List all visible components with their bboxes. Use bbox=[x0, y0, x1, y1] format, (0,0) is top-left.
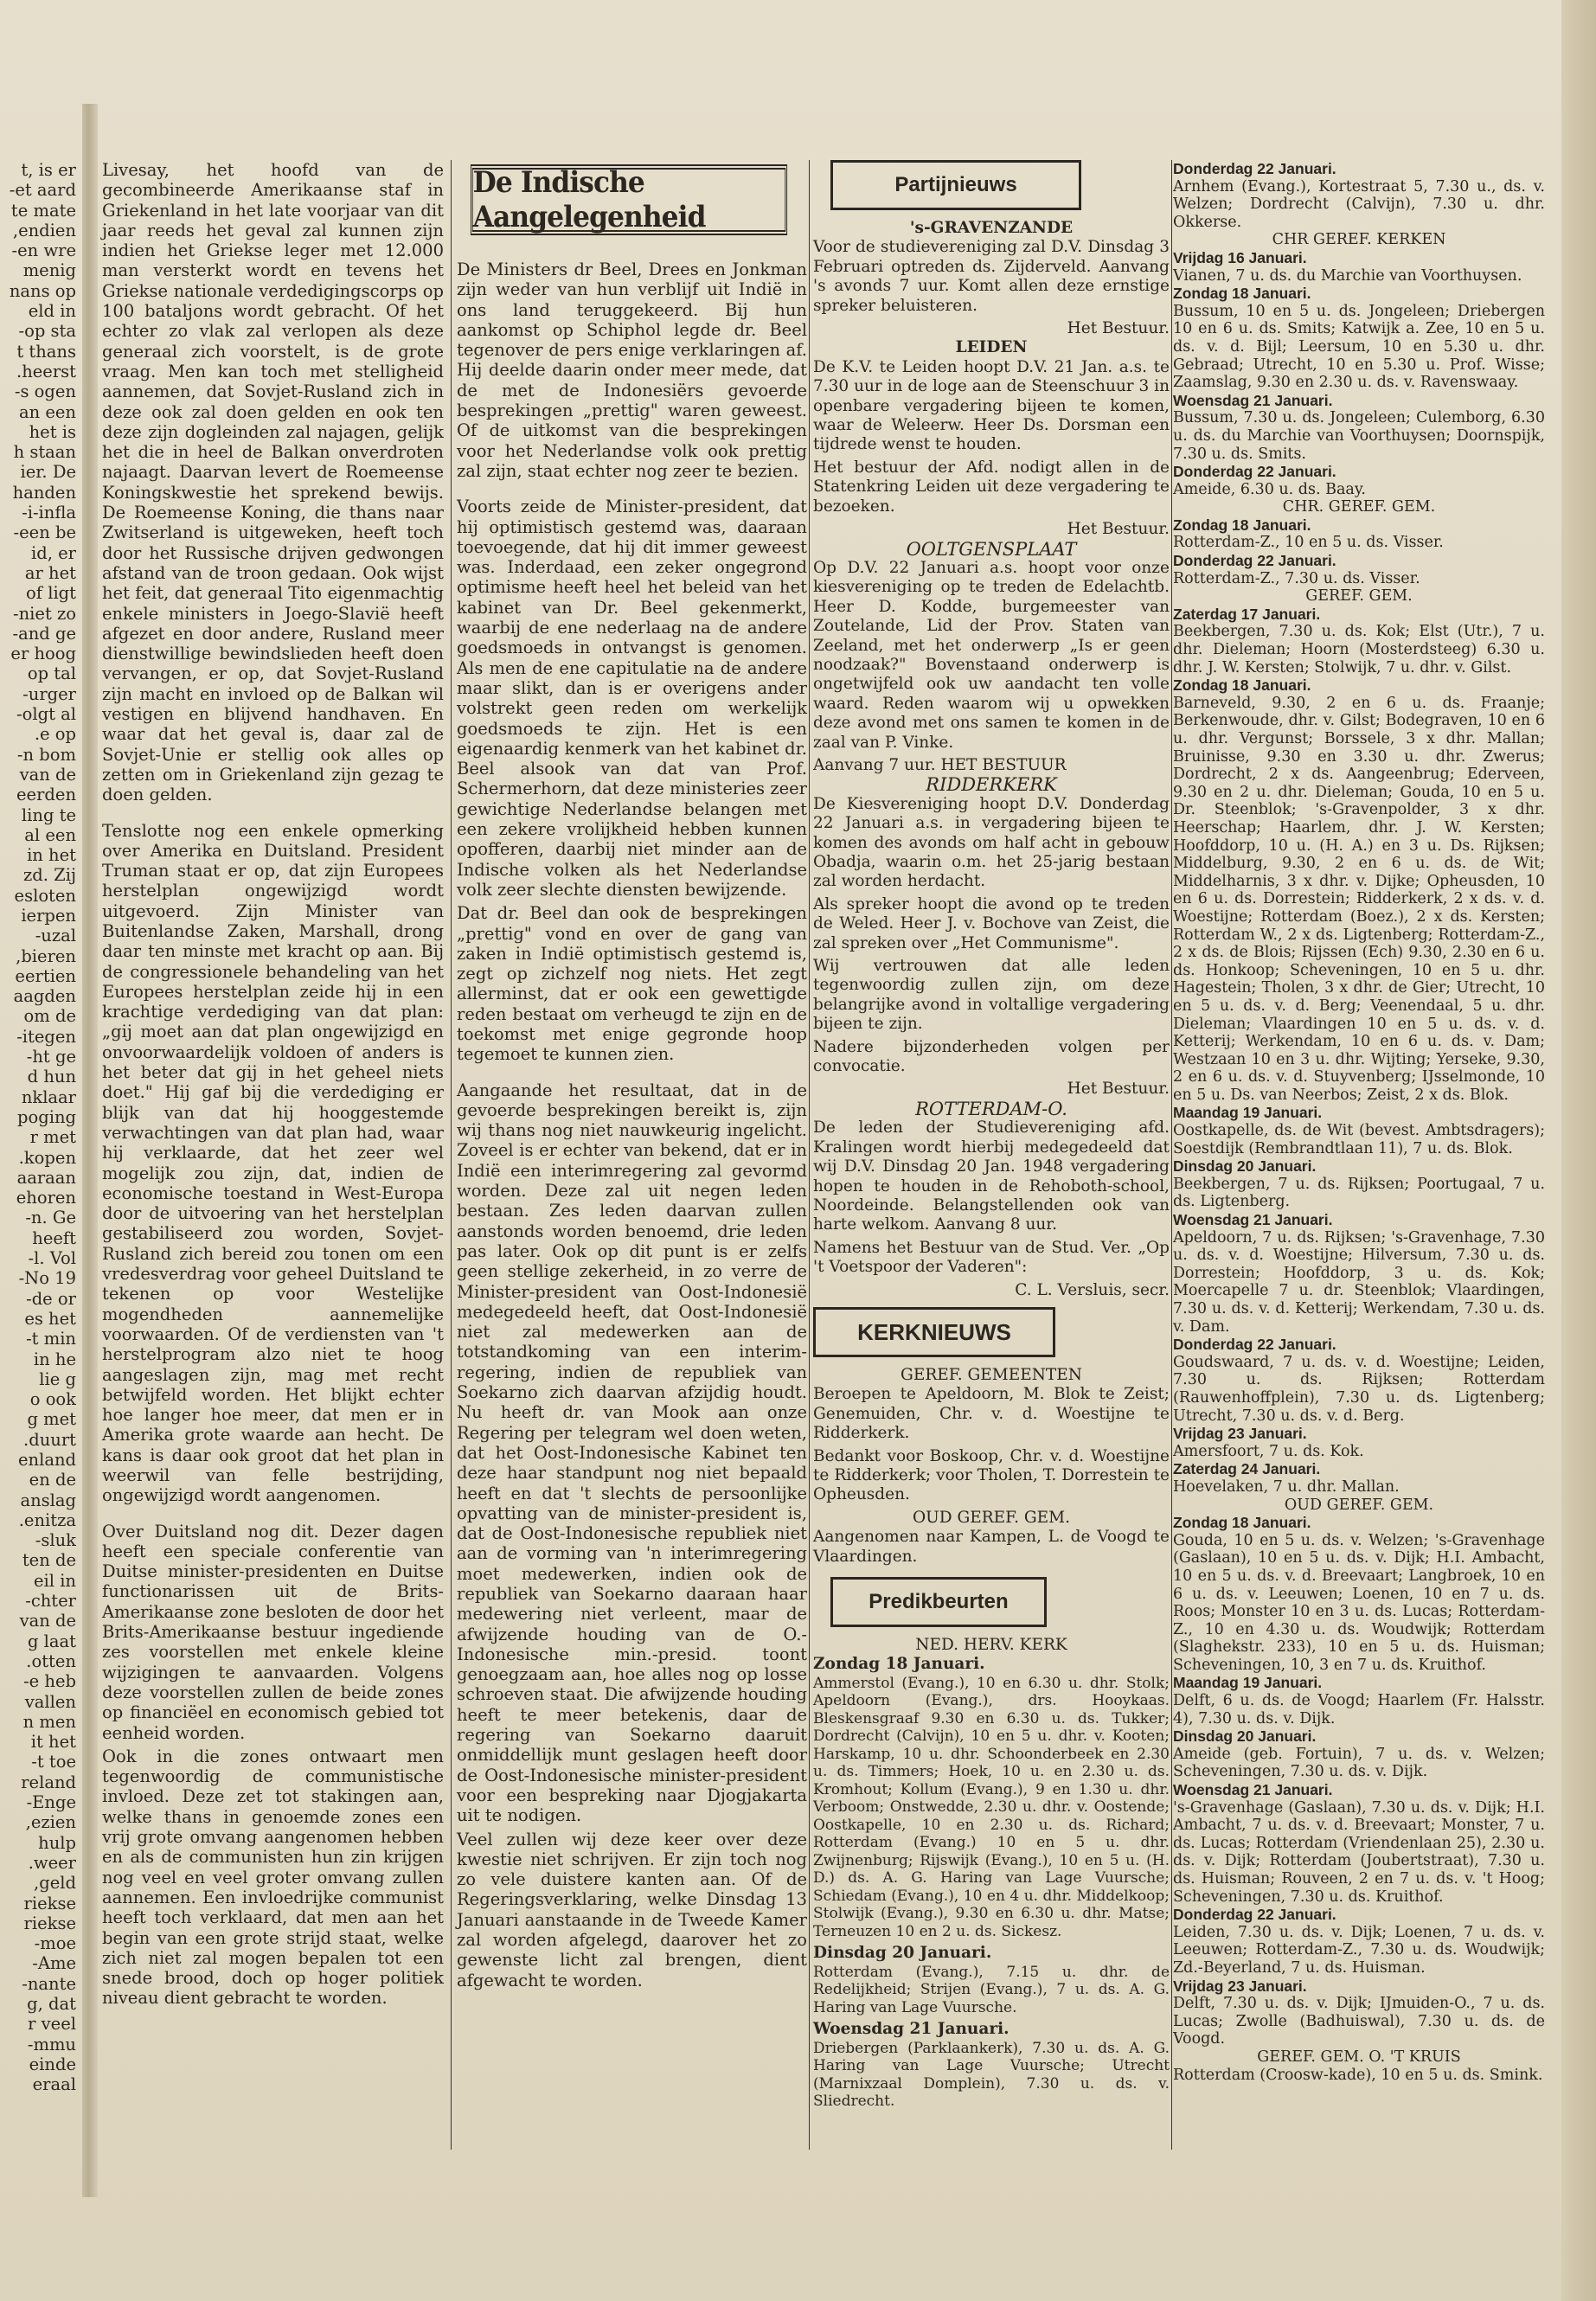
fragment-line: in he bbox=[33, 1349, 76, 1369]
fragment-line: of ligt bbox=[26, 583, 76, 604]
fragment-line: sluk- bbox=[35, 1530, 76, 1551]
fragment-line: o ook bbox=[29, 1389, 76, 1410]
schedule-column-4 bbox=[1173, 160, 1545, 2084]
church-heading: GEREF. GEM. bbox=[1305, 587, 1413, 606]
fragment-line: uzal- bbox=[35, 926, 76, 946]
fragment-line: van de bbox=[19, 1611, 76, 1631]
day-heading: Dinsdag 20 Januari. bbox=[813, 1944, 992, 1963]
church-heading: GEREF. GEMEENTEN bbox=[901, 1365, 1082, 1384]
schedule-entry: Barneveld, 9.30, 2 en 6 u. ds. Fraanje; Berkenwoude, dhr. v. Gilst; Bodegraven, 10 en 6 u. dhr. Vergunst; Borssele, 3 x dhr. Mallan; Bruinisse, 9.30 en 3.30 u. dhr. Zwerus; Dordrecht, 2 x ds. Aangeenbrug; Ederveen, 9.30 en 2 u. dhr. Dieleman; Gouda, 10 en 5 u. Dr. Steenblok; 's-Gravenpolder, 3 x dhr. Heerschap; Haarlem, dhr. J. W. Kersten; Hoofddorp, 10 u. (H. A.) en 3 u. Ds. Rijksen; Middelburg, 9.30, 2 en 6 u. ds. de Wit; Middelharnis, 3 x dhr. v. Dijke; Opheusden, 10 en 6 u. ds. Dorrestein; Ridderkerk, 2 x ds. v. d. Woestijne; Rotterdam (Boez.), 2 x ds. Kersten; Rotterdam W., 2 x ds. Ligtenberg; Rotterdam-Z., 2 x ds. de Blois; Rijssen (Ech) 9.30, 2.30 en 6 u. ds. Honkoop; Scheveningen, 10 en 5 u. dhr. Hagestein; Tholen, 3 x dhr. de Gier; Utrecht, 10 en 5 u. ds. v. d. Berg; Veenendaal, 5 u. dhr. Dieleman; Vlaardingen 10 en 5 u. ds. v. d. Ketterij; Werkendam, 10 en 6 u. ds. v. Dam; Westzaan 10 en 3 u. dhr. Wijting; Yerseke, 9.30, 2 en 6 u. ds. v. d. Stuyvenberg; IJsselmonde, 10 en 5 u. Ds. van Neerbos; Zeist, 2 x ds. Blok. bbox=[1173, 694, 1545, 1104]
schedule-entry: Hoevelaken, 7 u. dhr. Mallan. bbox=[1173, 1477, 1400, 1496]
fragment-line: heerst. bbox=[16, 361, 76, 381]
paragraph: Nadere bijzonderheden volgen per convocatie. bbox=[813, 1037, 1170, 1076]
fragment-line: heeft bbox=[32, 1227, 76, 1248]
day-heading: Dinsdag 20 Januari. bbox=[1173, 1727, 1317, 1746]
day-heading: Zondag 18 Januari. bbox=[1173, 676, 1311, 695]
fragment-line: reland bbox=[21, 1772, 76, 1792]
fragment-line: otten. bbox=[26, 1650, 76, 1671]
fragment-line: er hoog bbox=[10, 644, 76, 664]
article-column-1 bbox=[102, 160, 444, 2012]
fragment-line: e heb- bbox=[23, 1671, 76, 1692]
article-column-2 bbox=[457, 260, 807, 1994]
fragment-line: ehoren bbox=[16, 1188, 76, 1208]
schedule-entry: Rotterdam (Croosw-kade), 10 en 5 u. ds. Smink. bbox=[1173, 2066, 1543, 2084]
fragment-line: t toe- bbox=[31, 1752, 76, 1772]
section-header-partijnieuws: Partijnieuws bbox=[830, 160, 1081, 210]
paragraph: Voorts zeide de Minister-president, dat hij optimistisch gestemd was, daaraan toevoegende, dat hij dit immer geweest was. Inderdaad, een zeker ongegrond optimisme heeft heel het beleid van het kabinet van Dr. Beel gekenmerkt, waarbij de ene nederlaag na de andere goedsmoeds in ontvangst is genomen. Als men de ene capitulatie na de andere maar slikt, dan is er overigens ander volstrekt geen reden om werkelijk goedsmoeds te zijn. Het is een eigenaardig kenmerk van het kabinet dr. Beel alsook van dat van Prof. Schermerhorn, dat deze ministeries zeer gewichtige Nederlandse belangen met een zekere vrolijkheid hebben kunnen opofferen, daarbij niet minder aan de Indische volken als het Nederlandse volk zeer slechte diensten bewijzende. bbox=[457, 497, 807, 900]
fragment-line: h staan bbox=[13, 442, 76, 463]
day-heading: Vrijdag 23 Januari. bbox=[1173, 1977, 1307, 1995]
paragraph: Veel zullen wij deze keer over deze kwestie niet schrijven. Er zijn toch nog zo vele duistere kanten aan. Of de Regeringsverklaring, welke Dinsdag 13 Januari aanstaande in de Tweede Kamer zal worden afgelegd, daarover het zo gewenste licht zal brengen, dient afgewacht te worden. bbox=[457, 1829, 807, 1990]
paragraph: Namens het Bestuur van de Stud. Ver. „Op 't Voetspoor der Vaderen": bbox=[813, 1238, 1170, 1277]
day-heading: Donderdag 22 Januari. bbox=[1173, 1906, 1336, 1924]
day-heading: Vrijdag 23 Januari. bbox=[1173, 1425, 1307, 1443]
church-heading: OUD GEREF. GEM. bbox=[912, 1508, 1070, 1527]
day-heading: Maandag 19 Januari. bbox=[1173, 1104, 1323, 1122]
fragment-line: hulp bbox=[38, 1832, 76, 1853]
day-heading: Vrijdag 16 Januari. bbox=[1173, 248, 1307, 266]
fragment-line: nklaar bbox=[21, 1086, 76, 1107]
schedule-entry: Rotterdam-Z., 10 en 5 u. ds. Visser. bbox=[1173, 534, 1444, 552]
schedule-entry: Delft, 6 u. ds. de Voogd; Haarlem (Fr. Halsstr. 4), 7.30 u. ds. v. Dijk. bbox=[1173, 1692, 1545, 1727]
fragment-line: endien, bbox=[12, 220, 76, 240]
church-heading: GEREF. GEM. O. 'T KRUIS bbox=[1257, 2048, 1461, 2066]
day-heading: Zaterdag 24 Januari. bbox=[1173, 1460, 1321, 1478]
paragraph: Ook in die zones ontwaart men tegenwoordig de communistische invloed. Deze zet tot stakingen aan, welke thans in genoemde zones een vrij grote omvang aangenomen hebben en als de communisten hun zin krijgen nog veel en veel groter omvang zullen aannemen. Een invloedrijke communist heeft toch verklaard, dat men aan het begin van een grote strijd staat, welke zich niet zal mogen bepalen tot een snede brood, doch op hoger politiek niveau dient gebracht te worden. bbox=[102, 1746, 444, 2009]
paragraph: De Ministers dr Beel, Drees en Jonkman zijn weder van hun verblijf uit Indië in ons land teruggekeerd. Bij hun aankomst op Schiphol legde dr. Beel tegenover de pers enige verklaringen af. Hij deelde daarin onder meer mede, dat de met de Indonesiërs gevoerde besprekingen „prettig" waren geweest. Of de uitkomst van die besprekingen voor het Nederlandse volk ook prettig zal zijn, staat echter nog zeer te bezien. bbox=[457, 260, 807, 481]
place-heading: OOLTGENSPLAAT bbox=[906, 538, 1077, 560]
fragment-line: poging bbox=[17, 1106, 76, 1127]
fragment-line: s ogen- bbox=[14, 381, 76, 402]
paragraph: Voor de studievereniging zal D.V. Dinsdag 3 Februari optreden ds. Zijderveld. Aanvang 's avonds 7 uur. Komt allen deze ernstige spreker beluisteren. bbox=[813, 238, 1170, 315]
day-heading: Donderdag 22 Januari. bbox=[1173, 463, 1336, 481]
schedule-entry: Bussum, 10 en 5 u. ds. Jongeleen; Driebergen 10 en 6 u. ds. Smits; Katwijk a. Zee, 10 en 5 u. ds. v. d. Bijl; Leersum, 10 en 5.30 u. dhr. Gebraad; Utrecht, 10 en 5.30 u. Prof. Wisse; Zaamslag, 9.30 en 2.30 u. ds. v. Ravenswaay. bbox=[1173, 302, 1545, 392]
day-heading: Donderdag 22 Januari. bbox=[1173, 160, 1336, 177]
fragment-line: n. Ge- bbox=[25, 1208, 76, 1228]
fragment-line: ier. De bbox=[20, 462, 76, 483]
fragment-line: handen bbox=[12, 482, 76, 503]
fragment-line: t thans bbox=[16, 341, 76, 362]
fragment-line: eil in bbox=[33, 1570, 76, 1591]
section-header-kerknieuws: KERKNIEUWS bbox=[813, 1307, 1055, 1357]
fragment-line: itegen- bbox=[16, 1026, 76, 1047]
place-heading: ROTTERDAM-O. bbox=[915, 1098, 1067, 1119]
fragment-line: om de bbox=[23, 1006, 76, 1027]
fragment-line: een be- bbox=[13, 522, 76, 543]
paragraph: Livesay, het hoofd van de gecombineerde Amerikaanse staf in Griekenland in het late voorjaar van dit jaar reeds het geval zal kunnen zijn indien het Griekse leger met 12.000 man versterkt wordt en tevens het Griekse nationale verdedigingscorps op 100 bataljons wordt gebracht. Of het echter zo vlak zal verlopen als deze generaal zich voorstelt, is de grote vraag. Men kan toch met stelligheid aannemen, dat Sovjet-Rusland zich in deze ook zal doen gelden en ook ten deze zijn dogleinden zal najagen, gelijk het die in heel de Balkan onverdroten najaagt. Daarvan levert de Roemeense Koningskwestie het sprekend bewijs. De Roemeense Koning, die thans naar Zwitserland is uitgeweken, heeft toch door het Russische drijven gedwongen afstand van de troon gedaan. Ook wijst het feit, dat generaal Tito eigenmachtig enkele ministers in Joego-Slavië heeft afgezet en door andere, Rusland meer dienstwillige bewindslieden heeft doen vervangen, er op, dat Sovjet-Rusland zijn macht en invloed op de Balkan wil vestigen en blijvend handhaven. En waar dat het geval is, daar zal de Sovjet-Unie er stellig ook alles op zetten om in Griekenland zijn gezag te doen gelden. bbox=[102, 160, 444, 805]
day-heading: Maandag 19 Januari. bbox=[1173, 1674, 1323, 1692]
church-heading: OUD GEREF. GEM. bbox=[1284, 1496, 1434, 1514]
schedule-entry: Beekbergen, 7.30 u. ds. Kok; Elst (Utr.), 7 u. dhr. Dieleman; Hoorn (Mosterdsteeg) 6.30 u. dhr. J. W. Kersten; Stolwijk, 7 u. dhr. v. Gilst. bbox=[1173, 623, 1545, 676]
fragment-line: olgt al- bbox=[16, 704, 76, 725]
schedule-entry: Leiden, 7.30 u. ds. v. Dijk; Loenen, 7 u. ds. v. Leeuwen; Rotterdam-Z., 7.30 u. ds. Woudwijk; Zd.-Beyerland, 7 u. ds. Huisman. bbox=[1173, 1923, 1545, 1977]
place-heading: 's-GRAVENZANDE bbox=[909, 219, 1074, 237]
schedule-entry: Ameide, 6.30 u. ds. Baay. bbox=[1173, 480, 1366, 498]
paragraph: Op D.V. 22 Januari a.s. hoopt voor onze kiesvereniging op te treden de Edelachtb. Heer D. Kodde, burgemeester van Zoutelande, Lid der Prov. Staten van Zeeland, met het onderwerp „Is er geen noodzaak?" Bovenstaand onderwerp is ongetwijfeld ook uw aandacht ten volle waard. Reden waarom wij u opwekken deze avond met ons samen te komen in de zaal van P. Vinke. bbox=[813, 558, 1170, 752]
day-heading: Zondag 18 Januari. bbox=[813, 1655, 985, 1674]
fragment-line: ezien, bbox=[25, 1812, 76, 1833]
fragment-line: weer. bbox=[28, 1852, 76, 1873]
paragraph: Driebergen (Parklaankerk), 7.30 u. ds. A. G. Haring van Lage Vuursche; Utrecht (Marnixzaal Domplein), 7.30 u. ds. v. Sliedrecht. bbox=[813, 2039, 1170, 2111]
fragment-line: enitza. bbox=[18, 1509, 76, 1530]
church-heading: NED. HERV. KERK bbox=[915, 1636, 1067, 1654]
fragment-line: l. Vol- bbox=[28, 1248, 76, 1269]
fragment-line: g laat bbox=[27, 1631, 76, 1651]
place-heading: RIDDERKERK bbox=[926, 774, 1057, 796]
fragment-line: lie g bbox=[39, 1368, 76, 1389]
day-heading: Donderdag 22 Januari. bbox=[1173, 1336, 1336, 1354]
fragment-line: chter- bbox=[25, 1591, 76, 1612]
fragment-line: urger- bbox=[22, 683, 76, 704]
fragment-line: id, er bbox=[31, 542, 76, 563]
fragment-line: ling te bbox=[21, 804, 76, 825]
day-heading: Zaterdag 17 Januari. bbox=[1173, 605, 1321, 623]
paragraph: Over Duitsland nog dit. Dezer dagen heeft een speciale conferentie van Duitse minister-presidenten en Duitse functionarissen uit de Brits-Amerikaanse zone besloten de door het Brits-Amerikaanse bestuur ingediende zes voorstellen met enkele kleine wijzigingen te aanvaarden. Volgens deze voorstellen zullen de beide zones op financiëel en economisch gebied tot eenheid worden. bbox=[102, 1521, 444, 1743]
left-fragment-column bbox=[0, 160, 76, 2095]
paragraph: Beroepen te Apeldoorn, M. Blok te Zeist; Genemuiden, Chr. v. d. Woestijne te Ridderkerk. bbox=[813, 1385, 1170, 1443]
signature: Het Bestuur. bbox=[1067, 319, 1170, 338]
day-heading: Zondag 18 Januari. bbox=[1173, 516, 1311, 534]
fragment-line: het is bbox=[29, 421, 76, 442]
schedule-entry: Rotterdam-Z., 7.30 u. ds. Visser. bbox=[1173, 569, 1420, 587]
schedule-entry: Amersfoort, 7 u. ds. Kok. bbox=[1173, 1442, 1364, 1460]
column-rule bbox=[1171, 160, 1172, 2150]
day-heading: Woensdag 21 Januari. bbox=[1173, 391, 1333, 409]
paragraph: Wij vertrouwen dat alle leden tegenwoordig zullen zijn, om deze belangrijke avond in voltallige vergadering bijeen te zijn. bbox=[813, 957, 1170, 1034]
fragment-line: 19 No- bbox=[18, 1268, 76, 1289]
fragment-line: d hun bbox=[27, 1067, 76, 1087]
fragment-line: Enge- bbox=[26, 1792, 76, 1813]
fragment-line: and ge- bbox=[12, 623, 76, 644]
day-heading: Woensdag 21 Januari. bbox=[1173, 1781, 1333, 1799]
column-rule bbox=[451, 160, 452, 2150]
fragment-line: eld in bbox=[28, 301, 76, 322]
fragment-line: t, is er bbox=[21, 160, 76, 180]
fragment-line: mmu- bbox=[27, 2034, 76, 2054]
fragment-line: et aard- bbox=[9, 180, 76, 201]
fragment-line: kopen. bbox=[18, 1147, 76, 1168]
fragment-line: Ame- bbox=[32, 1953, 76, 1974]
fragment-line: te mate bbox=[10, 200, 76, 221]
fragment-line: ten de bbox=[22, 1550, 76, 1571]
schedule-entry: Vianen, 7 u. ds. du Marchie van Voorthuysen. bbox=[1173, 266, 1522, 285]
paragraph: Ammerstol (Evang.), 10 en 6.30 u. dhr. Stolk; Apeldoorn (Evang.), drs. Hooykaas. Bleskensgraaf 9.30 en 6.30 u. ds. Tukker; Dordrecht (Calvijn), 10 en 5 u. dhr. v. Kooten; Harskamp, 10 u. dhr. Schoonderbeek en 2.30 u. ds. Timmers; Hoek, 10 u. en 2.30 u. ds. Kromhout; Kollum (Evang.), 9 en 1.30 u. dhr. Verboom; Onstwedde, 2.30 u. dhr. v. Oostende; Oostkapelle, 10 en 2.30 u. ds. Richard; Rotterdam (Evang.) 10 en 5 u. dhr. Zwijnenburg; Rijswijk (Evang.), 10 en 5 u. (H. D.) ds. A. G. Haring van Lage Vuursche; Schiedam (Evang.), 10 en 4 u. dhr. Middelkoop; Stolwijk (Evang.), 9.30 en 6.30 u. dhr. Matse; Terneuzen 10 en 2 u. ds. Sickesz. bbox=[813, 1674, 1170, 1940]
fragment-line: r veel bbox=[28, 2014, 76, 2035]
schedule-entry: Gouda, 10 en 5 u. ds. v. Welzen; 's-Gravenhage (Gaslaan), 10 en 5 u. ds. v. Dijk; H.I. Ambacht, 10 en 5 u. ds. v. d. Breevaart; Langbroek, 10 en 6 u. ds. v. Leeuwen; Loenen, 10 en 7 u. ds. Roos; Monster 10 en 3 u. ds. Lucas; Rotterdam-Z., 10 en 4.30 u. ds. Woudwijk; Rotterdam (Slaghekstr. 233), 10 en 5 u. ds. Huisman; Scheveningen, 10, 3 en 7 u. ds. Kruithof. bbox=[1173, 1531, 1545, 1674]
schedule-entry: Bussum, 7.30 u. ds. Jongeleen; Culemborg, 6.30 u. ds. du Marchie van Voorthuysen; Doornspijk, 7.30 u. ds. Smits. bbox=[1173, 409, 1545, 463]
day-heading: Zondag 18 Januari. bbox=[1173, 285, 1311, 303]
fragment-line: aagden bbox=[13, 986, 76, 1007]
fragment-line: de or- bbox=[26, 1288, 76, 1309]
paragraph: Het bestuur der Afd. nodigt allen in de Statenkring Leiden uit deze vergadering te bezoeken. bbox=[813, 458, 1170, 516]
schedule-entry: Apeldoorn, 7 u. ds. Rijksen; 's-Gravenhage, 7.30 u. ds. v. d. Woestijne; Hilversum, 7.30 u. ds. Dorrestein; Hoofddorp, 3 u. ds. Kok; Moercapelle 7 u. dr. Steenblok; Vlaardingen, 7.30 u. ds. v. d. Ketterij; Werkendam, 7.30 u. ds. v. Dam. bbox=[1173, 1228, 1545, 1336]
paragraph: De K.V. te Leiden hoopt D.V. 21 Jan. a.s. te 7.30 uur in de loge aan de Steenschuur 3 in openbare vergadering bijeen te komen, waar de Weleerw. Heer Ds. Dorsman een tijdrede wenst te houden. bbox=[813, 357, 1170, 454]
column-rule bbox=[809, 160, 810, 2150]
fragment-line: ierpen bbox=[21, 905, 76, 926]
fragment-line: an een bbox=[18, 401, 76, 422]
schedule-entry: Arnhem (Evang.), Kortestraat 5, 7.30 u., ds. v. Welzen; Dordrecht (Calvijn), 7.30 u. dhr. Okkerse. bbox=[1173, 177, 1545, 231]
paragraph: Rotterdam (Evang.), 7.15 u. dhr. de Redelijkheid; Strijen (Evang.), 7 u. ds. A. G. Haring van Lage Vuursche. bbox=[813, 1963, 1170, 2016]
page-edge bbox=[1561, 0, 1596, 2301]
schedule-entry: 's-Gravenhage (Gaslaan), 7.30 u. ds. v. Dijk; H.I. Ambacht, 7 u. ds. v. d. Breevaart; Monster, 7 u. ds. Lucas; Rotterdam (Vriendenlaan 25), 2.30 u. ds. v. Dijk; Rotterdam (Joubertstraat), 7.30 u. ds. Huisman; Rouveen, 2 en 7 u. ds. v. 't Hoog; Scheveningen, 7.30 u. ds. Kruithof. bbox=[1173, 1798, 1545, 1906]
fragment-line: bieren, bbox=[16, 945, 76, 966]
fragment-line: einde bbox=[29, 2054, 76, 2074]
signature: Het Bestuur. bbox=[1067, 1080, 1170, 1099]
article-title-indische: De Indische Aangelegenheid bbox=[471, 164, 787, 235]
fragment-line: en de bbox=[29, 1470, 76, 1490]
fragment-line: esloten bbox=[14, 885, 76, 906]
fragment-line: g met bbox=[27, 1409, 76, 1430]
signature: Aanvang 7 uur. HET BESTUUR bbox=[813, 755, 1067, 774]
fragment-line: t min- bbox=[26, 1329, 76, 1349]
fragment-line: riekse bbox=[23, 1893, 76, 1913]
fragment-line: moe- bbox=[34, 1933, 76, 1954]
fragment-line: in het bbox=[27, 845, 76, 866]
paragraph: De leden der Studievereniging afd. Kralingen wordt hierbij medegedeeld dat wij D.V. Dinsdag 20 Jan. 1948 vergadering hopen te houden in de Rehoboth-school, Noordeinde. Belangstellenden ook van harte welkom. Aanvang 8 uur. bbox=[813, 1118, 1170, 1234]
fragment-line: riekse bbox=[23, 1913, 76, 1933]
fragment-line: menig bbox=[22, 260, 76, 281]
day-heading: Dinsdag 20 Januari. bbox=[1173, 1157, 1317, 1176]
fragment-line: op tal bbox=[27, 663, 76, 684]
day-heading: Zondag 18 Januari. bbox=[1173, 1514, 1311, 1532]
place-heading: LEIDEN bbox=[955, 338, 1028, 357]
fragment-line: geld, bbox=[34, 1873, 76, 1894]
fragment-line: op sta- bbox=[18, 321, 76, 342]
day-heading: Woensdag 21 Januari. bbox=[1173, 1211, 1333, 1229]
fragment-line: it het bbox=[30, 1732, 76, 1753]
fragment-line: niet zo- bbox=[13, 603, 76, 624]
fragment-line: g, dat bbox=[27, 1994, 76, 2015]
schedule-entry: Ameide (geb. Fortuin), 7 u. ds. v. Welzen; Scheveningen, 7.30 u. ds. v. Dijk. bbox=[1173, 1745, 1545, 1781]
schedule-entry: Goudswaard, 7 u. ds. v. d. Woestijne; Leiden, 7.30 u. ds. Rijksen; Rotterdam (Rauwenhoffplein), 7.30 u. ds. Ligtenberg; Utrecht, 7.30 u. ds. v. d. Berg. bbox=[1173, 1353, 1545, 1425]
fragment-line: nante- bbox=[22, 1973, 76, 1994]
fragment-line: anslag bbox=[20, 1490, 76, 1510]
fragment-line: r met bbox=[29, 1127, 76, 1148]
fragment-line: e op. bbox=[34, 724, 76, 745]
signature: Het Bestuur. bbox=[1067, 520, 1170, 539]
fragment-line: eraal bbox=[32, 2074, 76, 2095]
fragment-line: eerden bbox=[16, 785, 76, 805]
fragment-line: al een bbox=[24, 824, 76, 845]
fragment-line: vallen bbox=[24, 1691, 76, 1712]
paragraph: De Kiesvereniging hoopt D.V. Donderdag 22 Januari a.s. in vergadering bijeen te komen des avonds om half acht in gebouw Obadja, waarin o.m. het 25-jarig bestaan zal worden herdacht. bbox=[813, 794, 1170, 891]
page-gutter bbox=[82, 104, 98, 2197]
paragraph: Aangaande het resultaat, dat in de gevoerde besprekingen bereikt is, zijn wij thans nog niet nauwkeurig ingelicht. Zoveel is er echter van bekend, dat er in Indië een interimregering zal gevormd worden. Deze zal uit negen leden bestaan. Zes leden daarvan zullen aanstonds worden benoemd, drie leden pas later. Ook op dit punt is er zelfs geen stellige zekerheid, in zo verre de Minister-president van Oost-Indonesië medegedeeld heeft, dat Oost-Indonesië niet zal medewerken aan de totstandkoming van een interim-regering, indien de republiek van Soekarno zich daarvan afzijdig houdt. Nu heeft dr. van Mook aan onze Regering per telegram wel doen weten, dat het Oost-Indonesische Kabinet ten deze haar standpunt nog niet bepaald heeft en dat 't slechts de persoonlijke opvatting van de minister-president is, dat de Oost-Indonesische republiek niet aan de vorming van 'n interimregering moet medewerken, indien ook de republiek van Soekarno daaraan haar medewering niet verleent, maar de afwijzende houding van de O.-Indonesische min.-presid. toont genoegzaam aan, hoe alles nog op losse schroeven staat. Die afwijzende houding heeft te meer betekenis, daar de regering van Soekarno daaruit onmiddellijk munt geslagen heeft door de Oost-Indonesische minister-president voor een bespreking naar Djogjakarta uit te nodigen. bbox=[457, 1080, 807, 1826]
fragment-line: nans op bbox=[9, 280, 76, 301]
fragment-line: aaraan bbox=[16, 1167, 76, 1188]
schedule-entry: Delft, 7.30 u. ds. v. Dijk; IJmuiden-O., 7 u. ds. Lucas; Zwolle (Badhuiswal), 7.30 u. ds. de Voogd. bbox=[1173, 1995, 1545, 2048]
fragment-line: ar het bbox=[24, 562, 76, 583]
paragraph: Tenslotte nog een enkele opmerking over Amerika en Duitsland. President Truman staat er op, dat zijn Europees herstelplan ongewijzigd wordt uitgevoerd. Zijn Minister van Buitenlandse Zaken, Marshall, drong daar ten minste met kracht op aan. Bij de congressionele behandeling van het Europees herstelplan zeide hij in een krachtige verdediging van dat plan: „gij moet aan dat plan ongewijzigd en onvoorwaardelijk voldoen of anders is het beter dat gij in het geheel niets doet." Hij gaf bij die verdediging er blijk van dat hij hooggestemde verwachtingen van dat plan had, waar hij verklaarde, dat het zeer wel mogelijk zou zijn, dat, indien de economische toestand in West-Europa door de uitvoering van het herstelplan gestabiliseerd zou worden, Sovjet-Rusland zich bereid zou tonen om een vredesverdrag voor geheel Duitsland te tekenen op voor Westelijke mogendheden aannemelijke voorwaarden. Of de verdiensten van 't herstelprogram alzo niet te hoog aangeslagen zijn, mag met recht betwijfeld worden. Het blijkt echter hoe langer hoe meer, dat men er in Amerika grote waarde aan hecht. De kans is daar ook groot dat het plan in weerwil van felle bestrijding, ongewijzigd wordt aangenomen. bbox=[102, 820, 444, 1506]
fragment-line: n men bbox=[22, 1711, 76, 1732]
day-heading: Woensdag 21 Januari. bbox=[813, 2020, 1010, 2039]
fragment-line: duurt. bbox=[23, 1429, 76, 1450]
paragraph: Aangenomen naar Kampen, L. de Voogd te Vlaardingen. bbox=[813, 1528, 1170, 1566]
section-header-predikbeurten: Predikbeurten bbox=[830, 1577, 1047, 1627]
schedule-entry: Beekbergen, 7 u. ds. Rijksen; Poortugaal, 7 u. ds. Ligtenberg. bbox=[1173, 1175, 1545, 1211]
paragraph: Bedankt voor Boskoop, Chr. v. d. Woestijne te Ridderkerk; voor Tholen, T. Dorrestein te Opheusden. bbox=[813, 1446, 1170, 1504]
fragment-line: en wre- bbox=[11, 240, 76, 261]
fragment-line: enland bbox=[17, 1450, 76, 1470]
schedule-entry: Oostkapelle, ds. de Wit (bevest. Ambtsdragers); Soestdijk (Rembrandtlaan 11), 7 u. ds. Blok. bbox=[1173, 1122, 1545, 1157]
fragment-line: van de bbox=[19, 764, 76, 785]
news-column-3 bbox=[813, 160, 1170, 2114]
fragment-line: ht ge- bbox=[26, 1047, 76, 1067]
signature: C. L. Versluis, secr. bbox=[1015, 1280, 1170, 1299]
fragment-line: zd. Zij bbox=[23, 865, 76, 886]
paragraph: Als spreker hoopt die avond op te treden de Weled. Heer J. v. Bochove van Zeist, die zal spreken over „Het Communisme". bbox=[813, 894, 1170, 952]
paragraph: Dat dr. Beel dan ook de besprekingen „prettig" vond en over de gang van zaken in Indië optimistisch gestemd is, zegt op zichzelf nog niets. Het zegt allerminst, dat er ook een gewettigde reden bestaat om verheugd te zijn en de toekomst met enige gegronde hoop tegemoet te kunnen zien. bbox=[457, 903, 807, 1065]
church-heading: CHR. GEREF. GEM. bbox=[1282, 498, 1436, 516]
day-heading: Donderdag 22 Januari. bbox=[1173, 552, 1336, 570]
fragment-line: es het bbox=[24, 1308, 76, 1329]
fragment-line: i-infla- bbox=[22, 503, 76, 523]
fragment-line: eertien bbox=[15, 965, 76, 986]
fragment-line: n bom- bbox=[16, 744, 76, 765]
church-heading: CHR GEREF. KERKEN bbox=[1272, 231, 1446, 249]
